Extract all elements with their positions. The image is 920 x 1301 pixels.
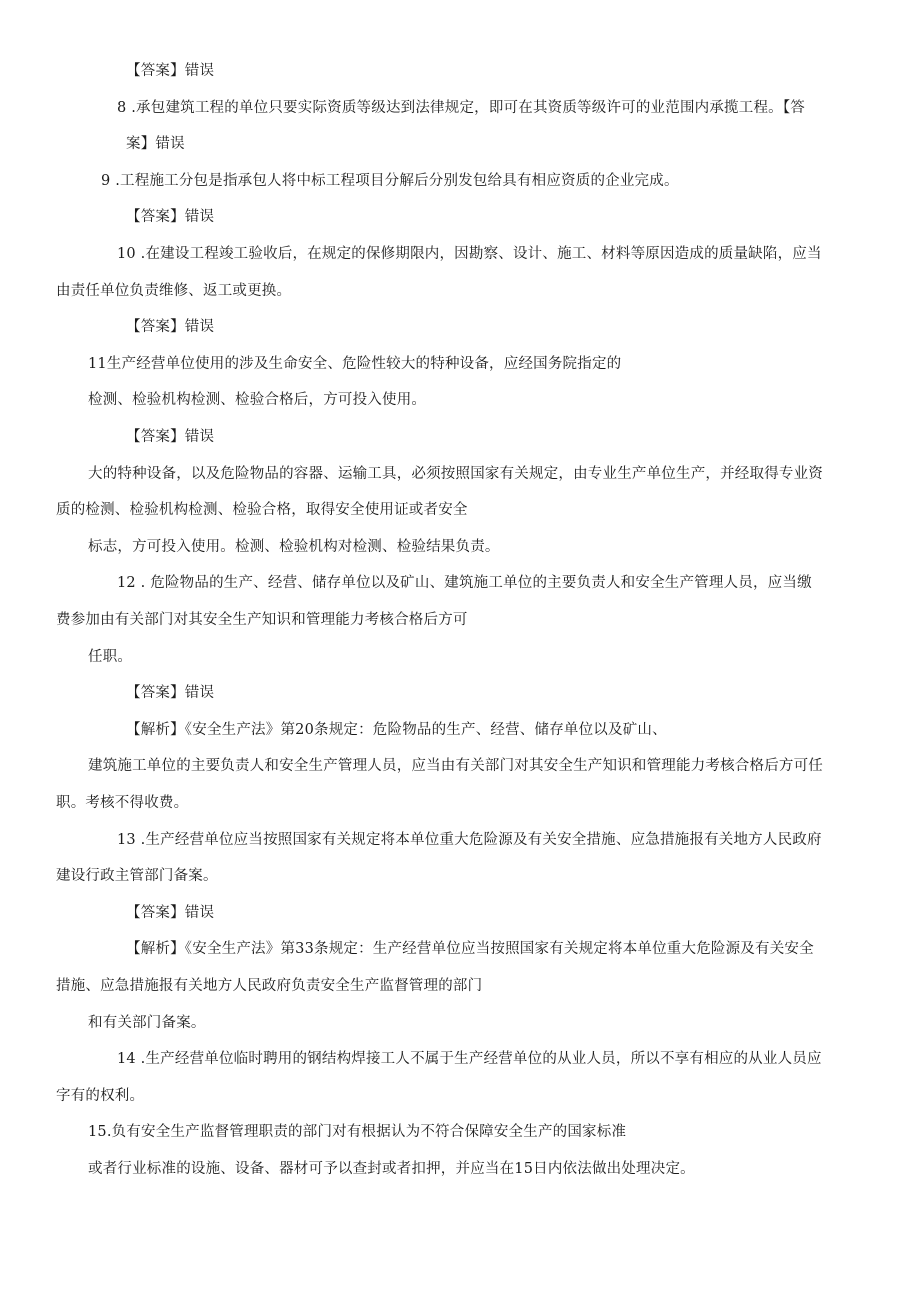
analysis-line-end: 职。考核不得收费。 <box>56 795 189 811</box>
analysis-line: 【解析】《安全生产法》第33条规定：生产经营单位应当按照国家有关规定将本单位重大危险源及有关安全 <box>126 941 814 957</box>
question-12-continued: 费参加由有关部门对其安全生产知识和管理能力考核合格后方可 <box>56 612 468 628</box>
explanation-paragraph-continued: 质的检测、检验机构检测、检验合格，取得安全使用证或者安全 <box>56 502 468 518</box>
question-11: 11生产经营单位使用的涉及生命安全、危险性较大的特种设备，应经国务院指定的 <box>88 356 622 372</box>
question-10: 10 .在建设工程竣工验收后，在规定的保修期限内，因勘察、设计、施工、材料等原因造成的质量缺陷，应当 <box>117 246 822 262</box>
question-8-continued: 案】错误 <box>126 136 185 152</box>
answer-line: 【答案】错误 <box>126 905 215 921</box>
question-15-continued: 或者行业标准的设施、设备、器材可予以查封或者扣押，并应当在15日内依法做出处理决定。 <box>88 1161 695 1177</box>
question-12-end: 任职。 <box>88 649 133 665</box>
explanation-paragraph: 大的特种设备，以及危险物品的容器、运输工具，必须按照国家有关规定，由专业生产单位生产，并经取得专业资 <box>88 466 823 482</box>
question-14: 14 .生产经营单位临时聘用的钢结构焊接工人不属于生产经营单位的从业人员，所以不享有相应的从业人员应 <box>117 1051 822 1067</box>
answer-line: 【答案】错误 <box>126 209 215 225</box>
answer-line: 【答案】错误 <box>126 685 215 701</box>
answer-line: 【答案】错误 <box>126 429 215 445</box>
question-12: 12 . 危险物品的生产、经营、储存单位以及矿山、建筑施工单位的主要负责人和安全生产管理人员，应当缴 <box>117 575 812 591</box>
question-14-continued: 字有的权利。 <box>56 1088 145 1104</box>
question-13: 13 .生产经营单位应当按照国家有关规定将本单位重大危险源及有关安全措施、应急措施报有关地方人民政府 <box>117 832 822 848</box>
question-8: 8 .承包建筑工程的单位只要实际资质等级达到法律规定，即可在其资质等级许可的业范围内承揽工程。【答 <box>117 100 805 116</box>
question-11-continued: 检测、检验机构检测、检验合格后，方可投入使用。 <box>88 392 427 408</box>
question-13-continued: 建设行政主管部门备案。 <box>56 868 218 884</box>
question-15: 15.负有安全生产监督管理职责的部门对有根据认为不符合保障安全生产的国家标准 <box>88 1124 627 1140</box>
answer-line: 【答案】错误 <box>126 319 215 335</box>
analysis-line-end: 和有关部门备案。 <box>88 1015 206 1031</box>
analysis-line: 【解析】《安全生产法》第20条规定：危险物品的生产、经营、储存单位以及矿山、 <box>126 722 667 738</box>
answer-line: 【答案】错误 <box>126 63 215 79</box>
question-9: 9 .工程施工分包是指承包人将中标工程项目分解后分别发包给具有相应资质的企业完成。 <box>101 173 679 189</box>
analysis-line-continued: 建筑施工单位的主要负责人和安全生产管理人员，应当由有关部门对其安全生产知识和管理能力考核合格后方可任 <box>88 758 823 774</box>
analysis-line-continued: 措施、应急措施报有关地方人民政府负责安全生产监督管理的部门 <box>56 978 483 994</box>
explanation-paragraph-end: 标志，方可投入使用。检测、检验机构对检测、检验结果负责。 <box>88 539 500 555</box>
question-10-continued: 由责任单位负责维修、返工或更换。 <box>56 283 292 299</box>
